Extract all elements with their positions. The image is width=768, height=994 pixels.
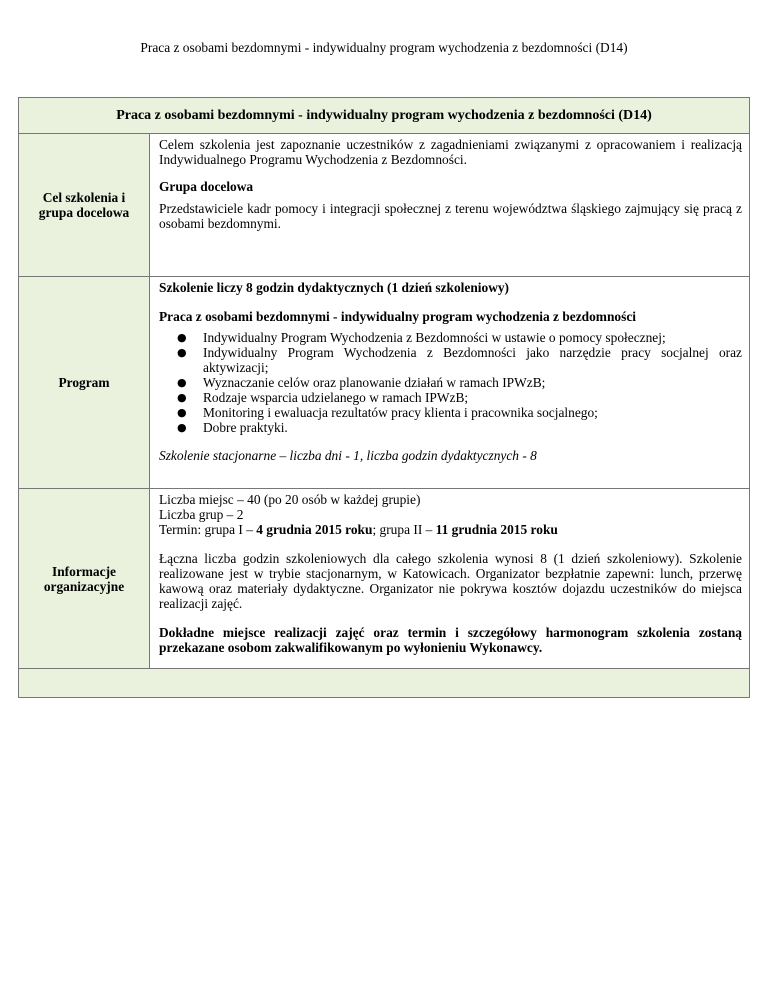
list-item — [159, 405, 742, 420]
list-item — [159, 375, 742, 390]
program-format-note: Szkolenie stacjonarne – liczba dni - 1, liczba godzin dydaktycznych - 8 — [159, 448, 537, 463]
training-table — [18, 97, 750, 698]
list-item-text: Indywidualny Program Wychodzenia z Bezdomności w ustawie o pomocy społecznej; — [203, 330, 666, 345]
bullet-icon: ● — [177, 421, 187, 434]
bullet-icon: ● — [177, 376, 187, 389]
list-item-text: Dobre praktyki. — [203, 420, 288, 435]
list-item-text: Rodzaje wsparcia udzielanego w ramach IPWzB; — [203, 390, 469, 405]
bullet-icon: ● — [177, 346, 187, 359]
row-goal-and-target-group — [19, 134, 749, 277]
list-item — [159, 330, 742, 345]
organizational-details: Łączna liczba godzin szkoleniowych dla całego szkolenia wynosi 8 (1 dzień szkoleniowy). Szkolenie realizowane jest w trybie stacjonarnym, w Katowicach. Organizator bezpłatnie zapewni: lunch, przerwę kawową oraz materiały dydaktyczne. Organizator nie pokrywa kosztów dojazdu uczestników do miejsca realizacji zajęć. — [159, 551, 742, 611]
bullet-icon: ● — [177, 406, 187, 419]
term-date-group-1: 4 grudnia 2015 roku — [256, 522, 373, 537]
program-label-text: Program — [58, 375, 110, 390]
groups-count: Liczba grup – 2 — [159, 507, 244, 522]
goal-content — [150, 134, 749, 276]
goal-intro: Celem szkolenia jest zapoznanie uczestników z zagadnieniami związanymi z opracowaniem i realizacją Indywidualnego Programu Wychodzenia z Bezdomności. — [159, 137, 742, 167]
row-program — [19, 277, 749, 489]
program-content — [150, 277, 749, 488]
list-item — [159, 345, 742, 375]
info-content — [150, 489, 749, 668]
info-label-text: Informacje organizacyjne — [43, 563, 125, 594]
list-item — [159, 420, 742, 435]
table-title: Praca z osobami bezdomnymi - indywidualny program wychodzenia z bezdomności (D14) — [19, 98, 749, 134]
running-header: Praca z osobami bezdomnymi - indywidualny program wychodzenia z bezdomności (D14) — [140, 40, 628, 55]
list-item-text: Indywidualny Program Wychodzenia z Bezdomności jako narzędzie pracy socjalnej oraz aktywizacji; — [203, 345, 742, 375]
info-label — [19, 489, 150, 668]
program-hours: Szkolenie liczy 8 godzin dydaktycznych (1 dzień szkoleniowy) — [159, 280, 510, 295]
term-date-group-2: 11 grudnia 2015 roku — [435, 522, 558, 537]
program-label — [19, 277, 150, 488]
list-item-text: Wyznaczanie celów oraz planowanie działań w ramach IPWzB; — [203, 375, 546, 390]
row-organizational-info — [19, 489, 749, 669]
goal-label-text: Cel szkolenia i grupa docelowa — [38, 190, 130, 220]
goal-label — [19, 134, 150, 276]
bullet-icon: ● — [177, 331, 187, 344]
table-footer-row — [19, 669, 749, 697]
places-count: Liczba miejsc – 40 (po 20 osób w każdej grupie) — [159, 492, 421, 507]
target-group-heading: Grupa docelowa — [159, 179, 254, 194]
program-subtitle: Praca z osobami bezdomnymi - indywidualny program wychodzenia z bezdomności — [159, 309, 636, 324]
term-prefix: Termin: grupa I – — [159, 522, 257, 537]
bullet-icon: ● — [177, 391, 187, 404]
target-group-text: Przedstawiciele kadr pomocy i integracji społecznej z terenu województwa śląskiego zajmujący się pracą z osobami bezdomnymi. — [159, 201, 742, 231]
program-list — [159, 330, 742, 435]
list-item — [159, 390, 742, 405]
list-item-text: Monitoring i ewaluacja rezultatów pracy klienta i pracownika socjalnego; — [203, 405, 598, 420]
training-dates — [159, 522, 742, 537]
final-note: Dokładne miejsce realizacji zajęć oraz termin i szczegółowy harmonogram szkolenia zostaną przekazane osobom zakwalifikowanym po wyłonieniu Wykonawcy. — [159, 625, 742, 655]
term-separator: ; grupa II – — [372, 522, 436, 537]
